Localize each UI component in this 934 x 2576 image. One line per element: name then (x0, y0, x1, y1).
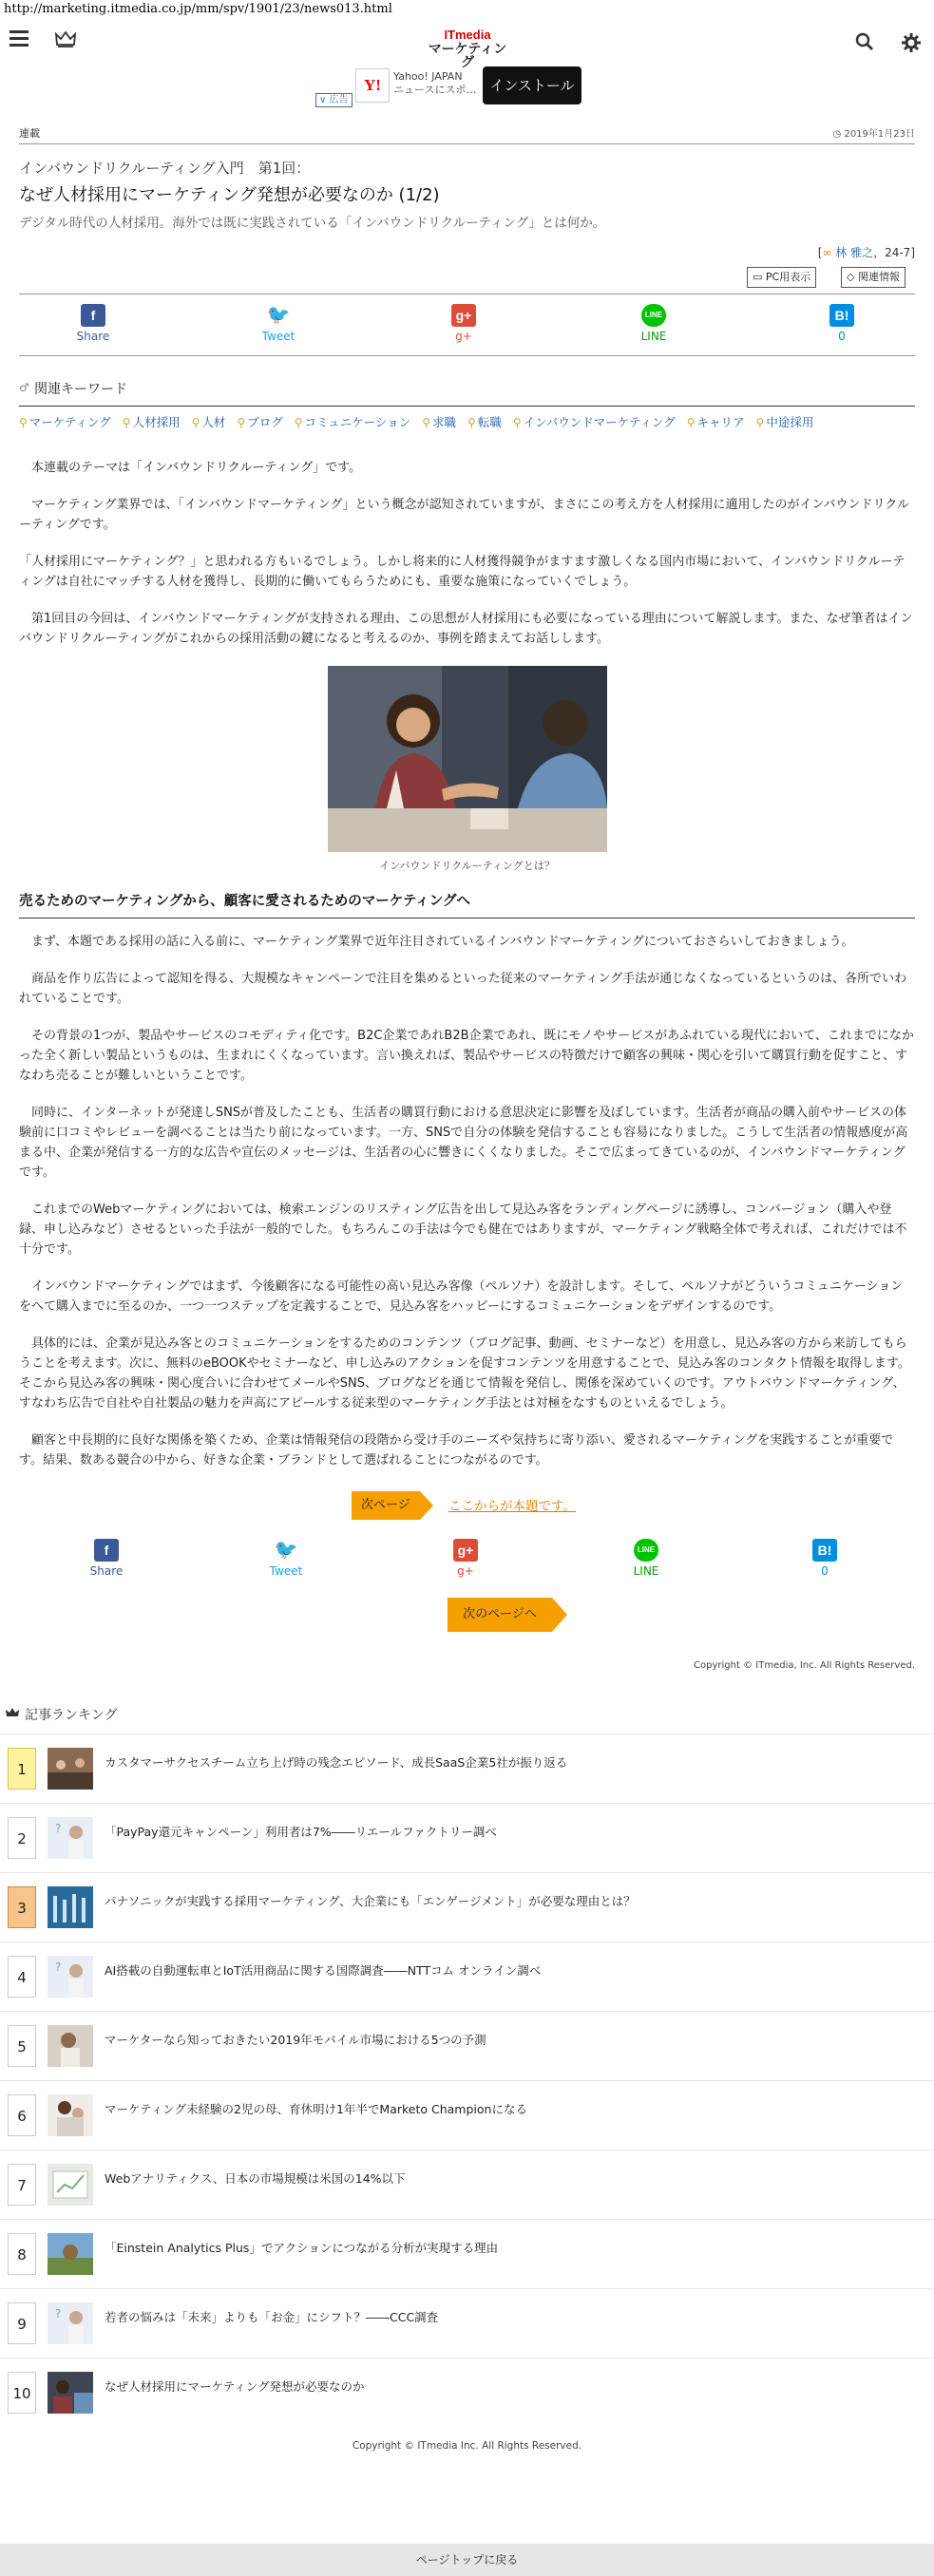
twitter-share-button[interactable]: 🐦 Tweet (269, 1540, 303, 1578)
ranking-title[interactable]: マーケティング未経験の2児の母、育休明け1年半でMarketo Championになる (105, 2102, 527, 2116)
article-figure (19, 666, 915, 873)
paragraph: 本連載のテーマは「インバウンドリクルーティング」です。 (19, 461, 362, 475)
keyword-list (19, 414, 915, 431)
gplus-icon: g+ (453, 1539, 478, 1562)
article-subtitle: デジタル時代の人材採用。海外では既に実践されている「インバウンドリクルーティング」とは何か。 (19, 216, 606, 231)
author-icon: ∞ (822, 246, 836, 259)
monitor-icon: ▭ (753, 271, 766, 283)
logo-brand: ITmedia (444, 28, 491, 42)
paragraph: マーケティング業界では、「インバウンドマーケティング」という概念が認知されていますが、まさにこの考え方を人材採用に適用したのがインバウンドリクルーティングです。 (19, 498, 909, 532)
ad-text: Yahoo! JAPAN ニュースにスポ… (393, 70, 477, 96)
article-thumbnail (48, 1748, 93, 1790)
publish-date: ◷ 2019年1月23日 (832, 129, 915, 140)
paragraph: インバウンドマーケティングではまず、今後顧客になる可能性の高い見込み客像（ペルソナ）を設計します。そして、ペルソナがどういうコミュニケーションをへて購入までに至るのか、一つ一つステップを定義することで、見込み客をハッピーにするコミュニケーションをデザインするのです。 (19, 1279, 904, 1314)
ad-tag[interactable]: ∨ 広告 (315, 93, 353, 107)
gplus-share-button[interactable]: g+ g+ (426, 304, 502, 343)
article-thumbnail (48, 2233, 93, 2275)
section-heading: 売るためのマーケティングから、顧客に愛されるためのマーケティングへ (19, 894, 471, 909)
diamond-icon: ◇ (847, 271, 858, 283)
line-share-button[interactable]: LINE LINE (608, 1539, 684, 1578)
url-bar: http://marketing.itmedia.co.jp/mm/spv/1901/23/news013.html (4, 2, 392, 16)
ranking-item[interactable] (0, 1803, 934, 1872)
ranking-item[interactable] (0, 1872, 934, 1941)
keyword-link[interactable]: ⚲ 求職 (422, 415, 457, 429)
keyword-link[interactable]: ⚲ マーケティング (19, 415, 111, 429)
article-thumbnail (48, 2372, 93, 2414)
twitter-share-button[interactable]: 🐦 Tweet (261, 305, 295, 343)
tag-icon: ♂ (19, 381, 29, 394)
next-page-nav (19, 1487, 915, 1529)
ranking-title[interactable]: 「PayPay還元キャンペーン」利用者は7%――リエールファクトリー調べ (105, 1825, 497, 1839)
keyword-link[interactable]: ⚲ 人材採用 (122, 415, 181, 429)
twitter-icon: 🐦 (274, 1540, 298, 1561)
logo-name: マーケティング (428, 42, 507, 70)
install-button[interactable]: インストール (483, 66, 581, 104)
author-byline: [∞ 林 雅之，24-7] (817, 246, 915, 259)
search-icon[interactable] (855, 32, 874, 51)
ranking-item[interactable] (0, 2080, 934, 2150)
line-icon: LINE (641, 304, 666, 327)
rank-number: 10 (8, 2372, 36, 2414)
paragraph: 「人材採用にマーケティング？」と思われる方もいるでしょう。しかし将来的に人材獲得競争がますます激しくなる国内市場において、インバウンドリクルーティングは自社にマッチする人材を獲得し、長期的に働いてもらうためにも、重要な施策になっていくでしょう。 (19, 555, 905, 589)
article-thumbnail (48, 1956, 93, 1998)
paragraph: 第1回目の今回は、インバウンドマーケティングが支持される理由、この思想が人材採用にも必要になっている理由について解説します。また、なぜ筆者はインバウンドリクルーティングがこれからの採用活動の鍵になると考えるのか、事例を踏まえてお話しします。 (19, 612, 913, 646)
keyword-link[interactable]: ⚲ 中途採用 (755, 415, 814, 429)
facebook-icon: f (94, 1539, 119, 1562)
next-page-section (0, 1590, 934, 1643)
line-icon: LINE (634, 1539, 658, 1562)
article-meta (19, 120, 915, 144)
article-thumbnail (48, 2302, 93, 2344)
article-thumbnail (48, 1886, 93, 1928)
rank-number: 7 (8, 2164, 36, 2206)
ranking-item[interactable] (0, 2288, 934, 2358)
copyright: Copyright © ITmedia, Inc. All Rights Reserved. (694, 1660, 915, 1671)
gear-icon[interactable] (901, 32, 922, 53)
ranking-title[interactable]: マーケターなら知っておきたい2019年モバイル市場における5つの予測 (105, 2033, 486, 2047)
site-header (0, 19, 934, 70)
keyword-link[interactable]: ⚲ コミュニケーション (294, 415, 411, 429)
paragraph: 顧客と中長期的に良好な関係を築くため、企業は情報発信の段階から受け手のニーズや気持ちに寄り添い、愛されるマーケティングを実践することが重要です。結果、数ある競合の中から、好きな企業・ブランドとして選ばれることにつながるのです。 (19, 1433, 894, 1468)
ranking-title[interactable]: パナソニックが実践する採用マーケティング、大企業にも「エンゲージメント」が必要な理由とは？ (105, 1894, 636, 1908)
ranking-item[interactable] (0, 2219, 934, 2288)
keyword-link[interactable]: ⚲ ブログ (237, 415, 283, 429)
next-page-tab[interactable]: 次ページ (352, 1491, 420, 1520)
paragraph: これまでのWebマーケティングにおいては、検索エンジンのリスティング広告を出して見込み客をランディングページに誘導し、コンバージョン（購入や登録、申し込みなど）させるといった手法が一般的でした。もちろんこの手法は今でも健在ではありますが、マーケティング戦略全体で考えれば、これだけでは不十分です。 (19, 1203, 907, 1257)
hatena-icon: B! (812, 1539, 837, 1562)
article-header (0, 158, 934, 290)
ad-banner[interactable] (0, 63, 934, 120)
rank-number: 3 (8, 1886, 36, 1928)
related-info-button[interactable]: ◇ 関連情報 (841, 267, 905, 288)
figure-caption: インバウンドリクルーティングとは？ (379, 860, 555, 872)
ranking-crown-icon[interactable] (55, 30, 76, 47)
article-thumbnail (48, 2094, 93, 2136)
facebook-share-button[interactable]: f Share (68, 1539, 144, 1578)
gplus-share-button[interactable]: g+ g+ (428, 1539, 504, 1578)
share-bar-top (19, 294, 915, 355)
svg-text:?: ? (55, 1822, 62, 1835)
handshake-photo[interactable] (328, 666, 607, 852)
keyword-link[interactable]: ⚲ 人材 (191, 415, 226, 429)
rank-number: 9 (8, 2302, 36, 2344)
article-thumbnail (48, 1817, 93, 1859)
ranking-title[interactable]: 「Einstein Analytics Plus」でアクションにつながる分析が実現する理由 (105, 2241, 499, 2255)
paragraph: 同時に、インターネットが発達しSNSが普及したことも、生活者の購買行動における意思決定に影響を及ぼしています。生活者が商品の購入前やサービスの体験前に口コミやレビューを調べることは当たり前になっています。一方、SNSで自分の体験を発信することも容易になりました。こうして生活者の情報感度が高まる中、企業が発信する一方的な広告や宣伝のメッセージは、生活者の心に響きにくくなりました。そこで広まってきているのが、インバウンドマーケティングです。 (19, 1106, 908, 1180)
footer-copyright: Copyright © ITmedia Inc. All Rights Reserved. (352, 2440, 582, 2452)
line-share-button[interactable]: LINE LINE (616, 304, 692, 343)
author-link[interactable]: 林 雅之 (835, 246, 874, 259)
rank-number: 2 (8, 1817, 36, 1859)
article-thumbnail (48, 2025, 93, 2067)
ranking-title[interactable]: Webアナリティクス、日本の市場規模は米国の14%以下 (105, 2171, 406, 2186)
series-title: インバウンドリクルーティング入門 第1回： (19, 160, 311, 177)
keyword-link[interactable]: ⚲ インバウンドマーケティング (512, 415, 676, 429)
keyword-link[interactable]: ⚲ キャリア (686, 415, 745, 429)
twitter-icon: 🐦 (266, 305, 291, 326)
paragraph: 商品を作り広告によって認知を得る、大規模なキャンペーンで注目を集めるといった従来のマーケティング手法が通じなくなっているというのは、各所でいわれていることです。 (19, 972, 907, 1006)
ranking-title[interactable]: なぜ人材採用にマーケティング発想が必要なのか (105, 2379, 365, 2394)
article-thumbnail (48, 2164, 93, 2206)
hatena-share-button[interactable]: B! 0 (787, 1539, 863, 1578)
ranking-list (0, 1733, 934, 2427)
pc-view-button[interactable]: ▭ PC用表示 (747, 267, 816, 288)
crown-icon (6, 1708, 19, 1717)
keywords-heading: ♂ 関連キーワード (19, 381, 127, 397)
back-to-top-button[interactable]: ページトップに戻る (0, 2544, 934, 2576)
ranking-title[interactable]: 若者の悩みは「未来」よりも「お金」にシフト？――CCC調査 (105, 2310, 439, 2324)
article-body (19, 458, 915, 1470)
ranking-item[interactable] (0, 2358, 934, 2427)
next-page-button[interactable]: 次のページへ (448, 1598, 552, 1632)
ranking-item[interactable] (0, 1941, 934, 2011)
category-label[interactable]: 連載 (19, 127, 40, 140)
next-page-link[interactable]: ここからが本題です。 (448, 1499, 576, 1514)
ranking-heading: 記事ランキング (0, 1705, 934, 1728)
paragraph: その背景の1つが、製品やサービスのコモディティ化です。B2C企業であれB2B企業であれ、既にモノやサービスがあふれている現代において、これまでになかった全く新しい製品というものは、生まれにくくなっています。言い換えれば、製品やサービスの特徴だけで顧客の興味・関心を引いて購買行動を促すこと、すなわち売ることが難しいということです。 (19, 1029, 914, 1083)
menu-icon[interactable] (10, 30, 29, 47)
rank-number: 8 (8, 2233, 36, 2275)
article-title: なぜ人材採用にマーケティング発想が必要なのか (1/2) (19, 185, 440, 205)
rank-number: 5 (8, 2025, 36, 2067)
rank-number: 6 (8, 2094, 36, 2136)
clock-icon: ◷ (832, 129, 845, 140)
ranking-item[interactable] (0, 2150, 934, 2219)
facebook-icon: f (81, 304, 105, 327)
ranking-title[interactable]: カスタマーサクセスチーム立ち上げ時の残念エピソード、成長SaaS企業5社が振り返る (105, 1755, 568, 1770)
gplus-icon: g+ (451, 304, 476, 327)
paragraph: 具体的には、企業が見込み客とのコミュニケーションをするためのコンテンツ（ブログ記事、動画、セミナーなど）を用意し、見込み客の方から来訪してもらうことを考えます。次に、無料のeBOOKやセミナーなど、申し込みのアクションを促すコンテンツを用意することで、見込み客のコンタクト情報を取得します。そこから見込み客の興味・関心度合いに合わせてメールやSNS、ブログなどを通じて情報を発信し、関係を深めていくのです。アウトバウンドマーケティング、すなわち広告で自社や自社製品の魅力を声高にアピールする従来型のマーケティング手法とは対極をなすものといえるでしょう。 (19, 1336, 910, 1411)
rank-number: 1 (8, 1748, 36, 1790)
paragraph: まず、本題である採用の話に入る前に、マーケティング業界で近年注目されているインバウンドマーケティングについておさらいしておきましょう。 (19, 935, 854, 949)
ranking-item[interactable] (0, 1733, 934, 1803)
ranking-title[interactable]: AI搭載の自動運転車とIoT活用商品に関する国際調査――NTTコム オンライン調べ (105, 1963, 542, 1978)
svg-text:?: ? (55, 2307, 62, 2320)
rank-number: 4 (8, 1956, 36, 1998)
yahoo-app-icon: Y! (355, 68, 390, 103)
share-bar-bottom (19, 1529, 915, 1590)
hatena-icon: B! (829, 304, 854, 327)
svg-text:?: ? (55, 1960, 62, 1974)
keyword-link[interactable]: ⚲ 転職 (467, 415, 502, 429)
ranking-item[interactable] (0, 2011, 934, 2080)
facebook-share-button[interactable]: f Share (55, 304, 131, 343)
hatena-share-button[interactable]: B! 0 (804, 304, 880, 343)
